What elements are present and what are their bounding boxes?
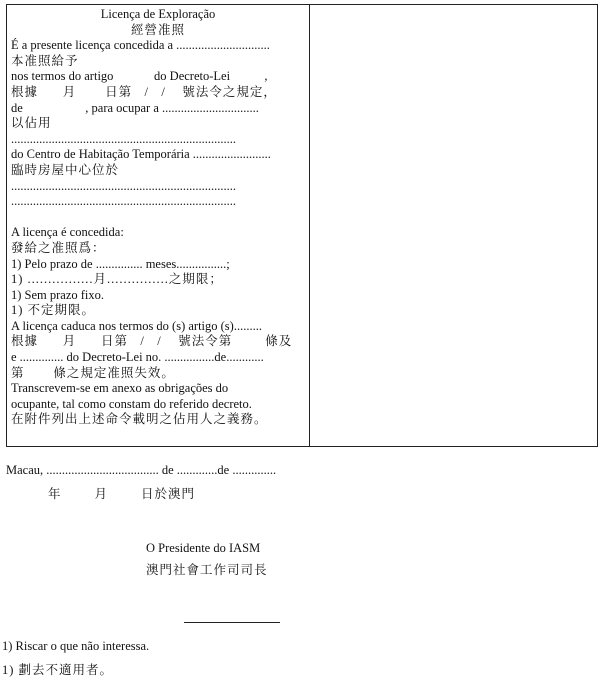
dotted-line: ........................................................................ — [11, 194, 236, 209]
form-line: ocupante, tal como constam do referido decreto. — [11, 396, 252, 411]
dotted-line: ........................................................................ — [11, 178, 236, 193]
form-line: 1) Pelo prazo de ............... meses................; — [11, 256, 230, 271]
footnote-pt: 1) Riscar o que não interessa. — [2, 639, 150, 653]
form-line: 1) ................月...............之期限； — [11, 272, 223, 287]
blank-line — [11, 210, 305, 226]
form-line: A licença é concedida: — [11, 225, 124, 240]
form-line: do Centro de Habitação Temporária ......................... — [11, 147, 271, 162]
signature-line — [184, 622, 280, 623]
form-line: 發給之准照爲： — [11, 240, 106, 255]
form-line: e .............. do Decreto-Lei no. ................de............ — [11, 350, 264, 365]
column-divider — [309, 5, 310, 446]
form-line: 1) Sem prazo fixo. — [11, 287, 105, 302]
license-form-box — [6, 4, 598, 447]
form-line: 本准照給予 — [11, 53, 79, 68]
signer-title-pt: O Presidente do IASM — [146, 541, 261, 555]
form-title-pt: Licença de Exploração — [100, 7, 216, 21]
date-line-zh: 年 月 日於澳門 — [48, 487, 196, 501]
form-title-zh: 經營准照 — [130, 22, 185, 37]
form-line: 在附件列出上述命令載明之佔用人之義務。 — [11, 412, 268, 427]
form-line: de , para ocupar a ............................... — [11, 100, 259, 115]
dotted-line: ........................................................................ — [11, 131, 236, 146]
form-line: 根據 月 日第 / / 號法令之規定， — [11, 84, 277, 99]
form-line: É a presente licença concedida a .............................. — [11, 38, 270, 53]
form-line: 1) 不定期限。 — [11, 303, 96, 318]
form-line: 以佔用 — [11, 116, 52, 131]
form-line: Transcrevem-se em anexo as obrigações do — [11, 381, 229, 396]
form-line: 第 條之規定准照失效。 — [11, 365, 175, 380]
license-text-column — [11, 7, 305, 428]
form-line: A licença caduca nos termos do (s) artigo (s)......... — [11, 318, 262, 333]
footnote-zh: 1) 劃去不適用者。 — [2, 663, 114, 677]
form-line: 根據 月 日第 / / 號法令第 條及 — [11, 334, 293, 349]
signer-title-zh: 澳門社會工作司司長 — [146, 563, 268, 577]
form-line: nos termos do artigo do Decreto-Lei , — [11, 69, 268, 84]
date-line-pt: Macau, .................................... de .............de .............. — [6, 463, 277, 477]
form-line: 臨時房屋中心位於 — [11, 162, 120, 177]
